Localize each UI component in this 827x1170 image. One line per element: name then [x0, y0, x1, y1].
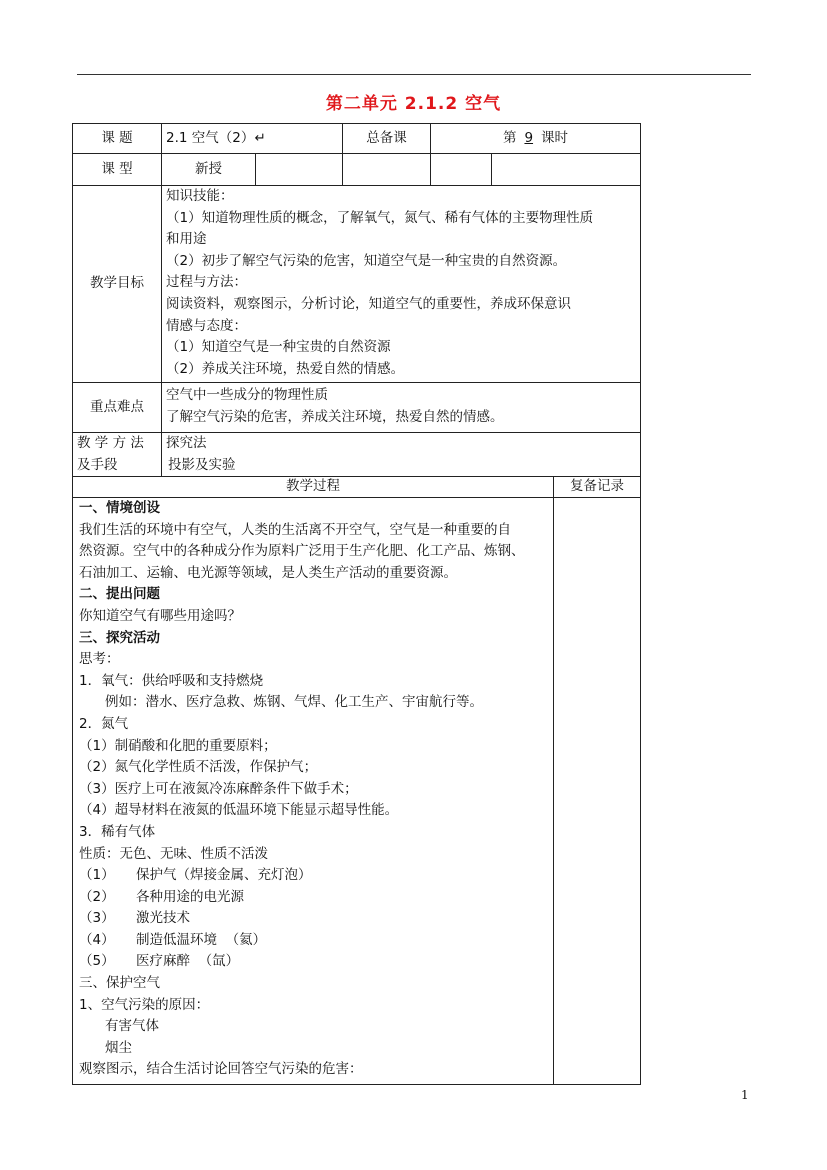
process-line: （2）氮气化学性质不活泼，作保护气； [79, 759, 318, 776]
keypoint-line: 空气中一些成分的物理性质 [166, 387, 328, 403]
objectives-label-text: 教学目标 [90, 275, 144, 292]
process-line: 二、提出问题 [79, 586, 160, 603]
methods-label-line: 教 学 方 法 [77, 435, 144, 451]
header-rule [77, 74, 751, 75]
process-line: （1） 保护气（焊接金属、充灯泡） [79, 867, 312, 884]
process-header-text: 教学过程 [286, 478, 340, 495]
methods-label-line: 及手段 [77, 456, 118, 473]
page-title: 第二单元 2.1.2 空气 [325, 94, 502, 114]
objective-line: （1）知道物理性质的概念，了解氧气，氮气、稀有气体的主要物理性质 [166, 209, 594, 226]
process-line: 有害气体 [105, 1018, 159, 1035]
process-line: 石油加工、运输、电光源等领域，是人类生产活动的重要资源。 [79, 564, 457, 581]
period-prefix: 第 [502, 129, 517, 146]
process-line: （3）医疗上可在液氮冷冻麻醉条件下做手术； [79, 780, 358, 797]
process-line: （1）制硝酸和化肥的重要原料； [79, 737, 277, 754]
process-line: 我们生活的环境中有空气，人类的生活离不开空气，空气是一种重要的自 [79, 521, 511, 538]
process-line: （4）超导材料在液氮的低温环境下能显示超导性能。 [79, 802, 399, 819]
methods-content [161, 432, 641, 477]
process-line: 3．稀有气体 [79, 823, 156, 840]
objective-line: （2）养成关注环境，热爱自然的情感。 [166, 360, 405, 377]
process-line: 观察图示，结合生活讨论回答空气污染的危害： [79, 1061, 363, 1078]
process-line: （2） 各种用途的电光源 [79, 888, 245, 905]
process-line: 1、空气污染的原因： [79, 996, 210, 1013]
process-line: 三、保护空气 [79, 975, 160, 992]
process-line: 烟尘 [105, 1039, 132, 1056]
page-number: 1 [741, 1088, 749, 1102]
review-content [553, 497, 641, 1085]
type-label-text: 课 型 [101, 160, 133, 177]
objective-line: 过程与方法： [166, 274, 247, 291]
topic-value-text: 2.1 空气（2）↵ [166, 130, 266, 146]
method-line: 投影及实验 [168, 456, 236, 473]
objectives-label [72, 185, 162, 383]
objective-line: （1）知道空气是一种宝贵的自然资源 [166, 339, 391, 356]
review-header [553, 476, 641, 498]
total-prep-label [342, 123, 431, 154]
type-empty-3 [430, 153, 492, 186]
process-line: 然资源。空气中的各种成分作为原料广泛用于生产化肥、化工产品、炼钢、 [79, 543, 525, 560]
topic-label [72, 123, 162, 154]
keypoint-line: 了解空气污染的危害，养成关注环境，热爱自然的情感。 [166, 408, 504, 425]
objective-line: 和用途 [166, 231, 207, 248]
process-line: （4） 制造低温环境 （氦） [79, 931, 267, 948]
type-empty-2 [342, 153, 431, 186]
process-line: 1．氧气：供给呼吸和支持燃烧 [79, 672, 264, 689]
process-line: 2．氮气 [79, 715, 129, 732]
process-line: 一、情境创设 [79, 500, 160, 516]
objective-line: 情感与态度： [166, 317, 247, 334]
process-line: 思考： [79, 651, 120, 668]
process-line: 三、探究活动 [79, 629, 160, 646]
period-cell [430, 123, 641, 154]
type-value-text: 新授 [195, 160, 222, 177]
keypoints-content [161, 382, 641, 433]
topic-label-text: 课 题 [101, 129, 133, 146]
objective-line: （2）初步了解空气污染的危害，知道空气是一种宝贵的自然资源。 [166, 252, 567, 269]
period-number: 9 [524, 129, 534, 146]
type-empty-4 [491, 153, 641, 186]
keypoints-label-text: 重点难点 [90, 398, 144, 415]
total-prep-label-text: 总备课 [366, 129, 407, 146]
review-header-text: 复备记录 [570, 478, 624, 495]
objective-line: 知识技能： [166, 188, 234, 204]
objectives-content [161, 185, 641, 383]
process-line: 性质：无色、无味、性质不活泼 [79, 845, 268, 862]
type-value [161, 153, 256, 186]
objective-line: 阅读资料，观察图示，分析讨论，知道空气的重要性，养成环保意识 [166, 295, 571, 312]
process-line: （5） 医疗麻醉 （氙） [79, 953, 240, 970]
topic-value [161, 123, 343, 154]
keypoints-label [72, 382, 162, 433]
process-line: 例如：潜水、医疗急救、炼钢、气焊、化工生产、宇宙航行等。 [105, 694, 483, 711]
process-line: 你知道空气有哪些用途吗？ [79, 607, 241, 624]
process-header [72, 476, 554, 498]
type-empty-1 [255, 153, 343, 186]
period-suffix: 课时 [541, 129, 569, 146]
process-line: （3） 激光技术 [79, 910, 191, 927]
method-line: 探究法 [166, 435, 207, 451]
methods-label [72, 432, 162, 477]
process-content [72, 497, 554, 1085]
type-label [72, 153, 162, 186]
